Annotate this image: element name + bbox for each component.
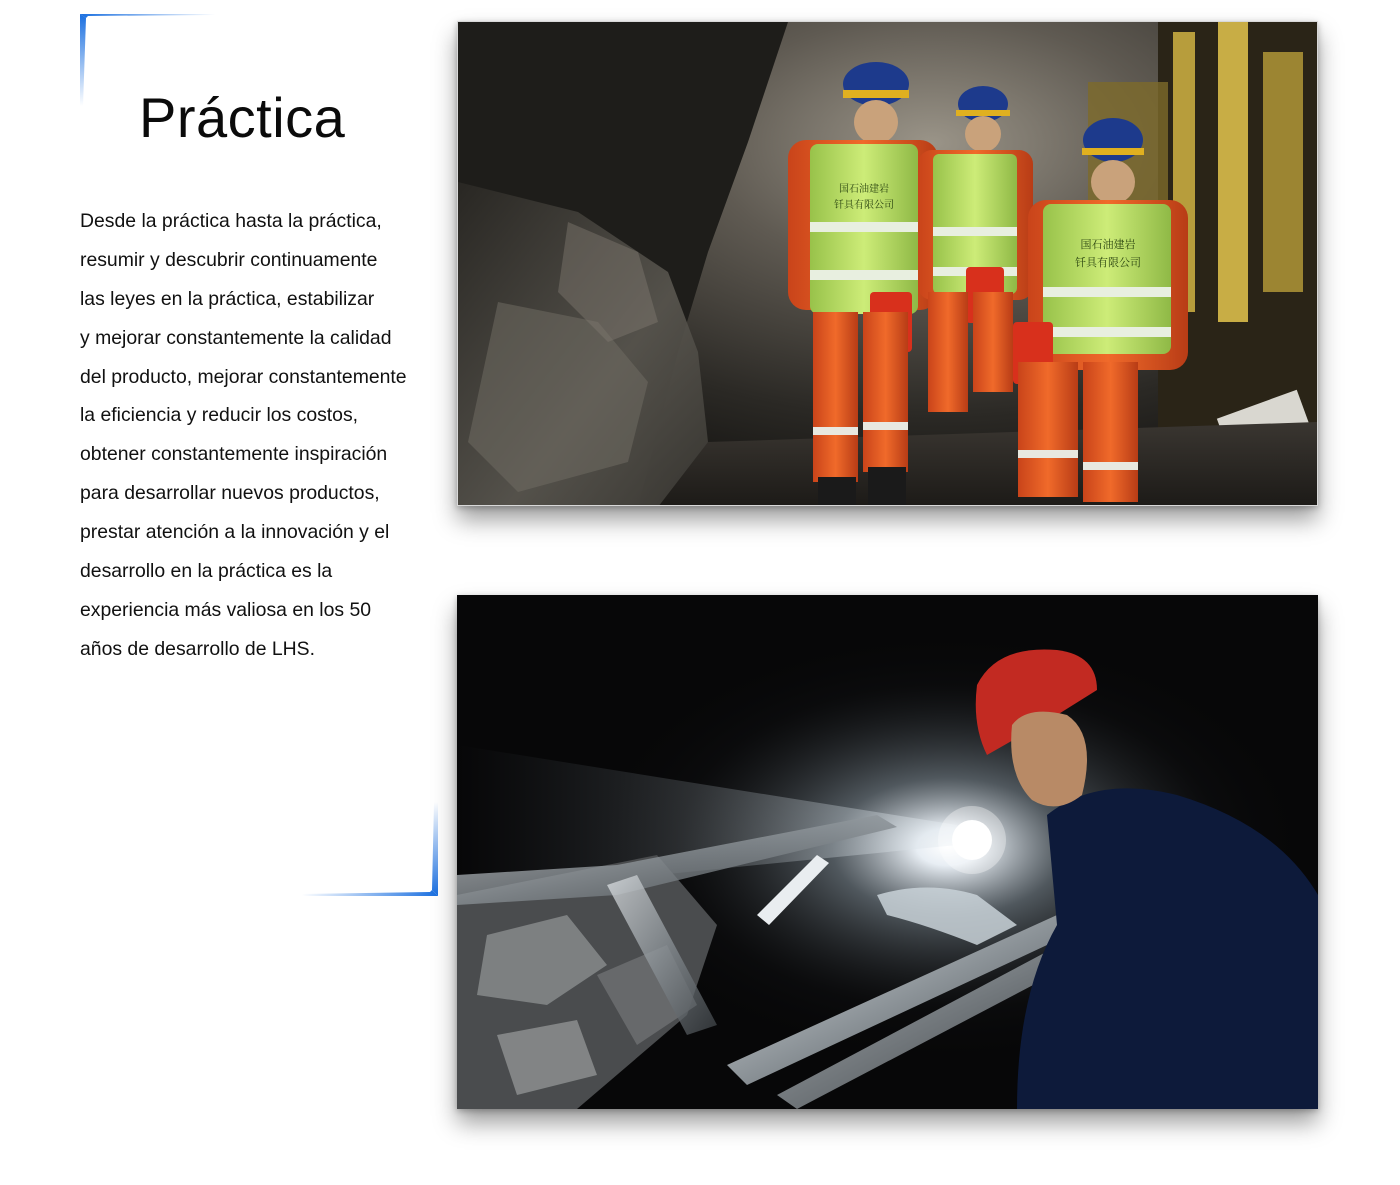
body-line: del producto, mejorar constantemente (80, 365, 407, 388)
body-paragraph (80, 202, 470, 669)
body-line: obtener constantemente inspiración (80, 443, 388, 466)
body-line: años de desarrollo de LHS. (80, 637, 315, 660)
body-line: resumir y descubrir continuamente (80, 248, 378, 271)
body-line: experiencia más valiosa en los 50 (80, 598, 372, 621)
miners-tunnel-photo (457, 21, 1318, 506)
miner-headlamp-illustration (457, 595, 1318, 1109)
vest-text: 钎具有限公司 (834, 200, 894, 211)
body-line: prestar atención a la innovación y el (80, 521, 390, 544)
vest-text: 钎具有限公司 (1075, 256, 1141, 269)
corner-bracket-bottom-right (302, 802, 438, 896)
body-line: Desde la práctica hasta la práctica, (80, 210, 382, 232)
body-line: para desarrollar nuevos productos, (80, 482, 380, 505)
vest-text: 国石油建岩 (1080, 238, 1136, 251)
page-title: Práctica (139, 86, 346, 149)
body-line: la eficiencia y reducir los costos, (80, 404, 359, 427)
miner-headlamp-photo (457, 595, 1318, 1109)
miners-tunnel-illustration (458, 22, 1318, 506)
body-line: desarrollo en la práctica es la (80, 560, 333, 583)
body-line: y mejorar constantemente la calidad (80, 326, 392, 349)
vest-text: 国石油建岩 (839, 184, 889, 195)
body-line: las leyes en la práctica, estabilizar (80, 287, 375, 310)
